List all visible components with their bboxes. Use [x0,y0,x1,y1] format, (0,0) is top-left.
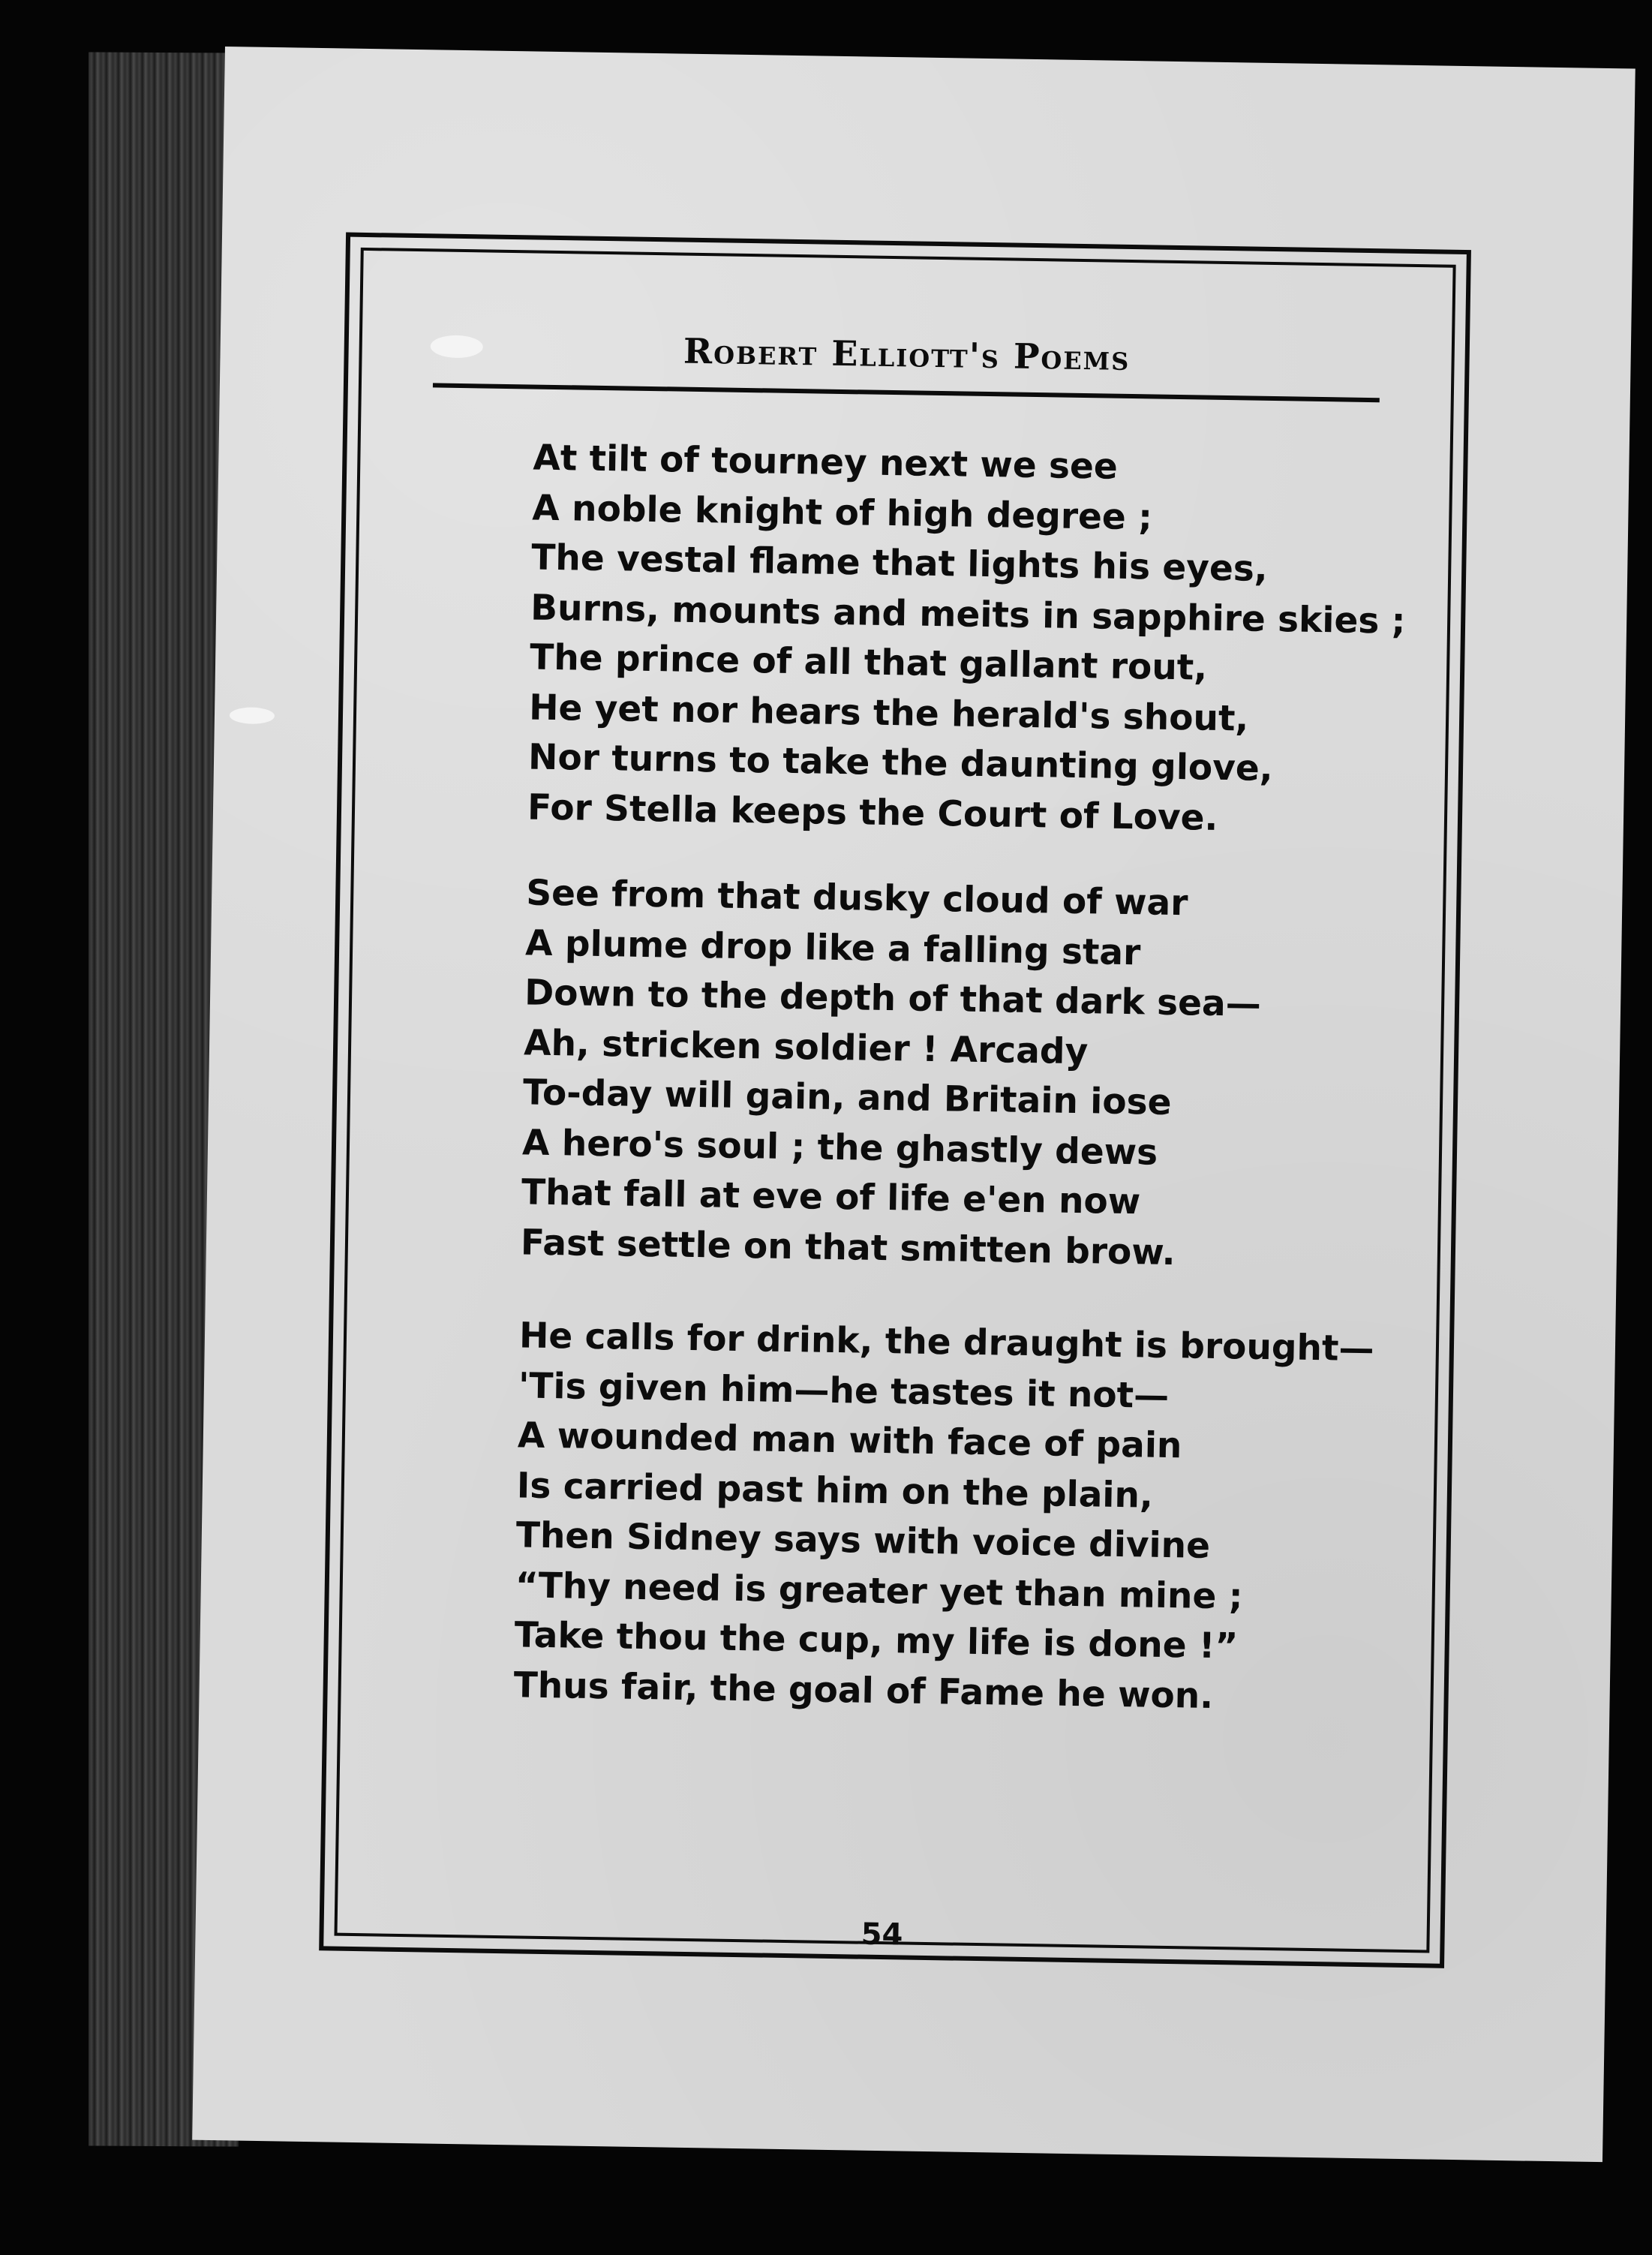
poem-line: Burns, mounts and meits in sapphire skies ; [530,586,1406,642]
poem-line: The vestal flame that lights his eyes, [530,537,1269,590]
poem-line: Fast settle on that smitten brow. [520,1221,1176,1273]
poem-line: That fall at eve of life e'en now [521,1171,1141,1223]
poem-line: To-day will gain, and Britain iose [522,1072,1172,1123]
poem-line: Nor turns to take the daunting glove, [527,736,1274,790]
poem-line: “Thy need is greater yet than mine ; [515,1564,1243,1618]
poem-line: Down to the depth of that dark sea— [524,972,1262,1025]
poem-stanza [513,1311,1374,1724]
poem-stanza [520,868,1263,1279]
book-page [192,47,1635,2162]
poem-line: The prince of all that gallant rout, [529,636,1208,689]
poem-line: 'Tis given him—he tastes it not— [518,1364,1170,1417]
poem-line: A wounded man with face of pain [517,1415,1182,1467]
paper-speck [230,707,275,724]
poem-line: Thus fair, the goal of Fame he won. [513,1664,1214,1717]
poem-line: Ah, stricken soldier ! Arcady [523,1021,1089,1072]
poem-line: Take thou the cup, my life is done !” [514,1614,1239,1667]
poem-line: See from that dusky cloud of war [525,872,1188,925]
page-border-outer [319,233,1471,1968]
poem-line: Is carried past him on the plain, [516,1464,1154,1517]
poem-line: A noble knight of high degree ; [531,487,1153,538]
poem-line: A hero's soul ; the ghastly dews [521,1121,1158,1174]
page-number: 54 [861,1917,903,1953]
page-border-inner [334,248,1455,1953]
running-header: Robert Elliott's Poems [683,330,1131,378]
poem-line: Then Sidney says with voice divine [515,1514,1211,1567]
poem-line: For Stella keeps the Court of Love. [527,786,1218,839]
poem-line: He calls for drink, the draught is brought— [518,1315,1374,1370]
poem-line: At tilt of tourney next we see [533,437,1119,488]
poem-line: He yet nor hears the herald's shout, [528,686,1249,740]
poem-line: A plume drop like a falling star [524,922,1141,973]
poem-stanza [527,434,1409,846]
header-rule [433,383,1380,402]
